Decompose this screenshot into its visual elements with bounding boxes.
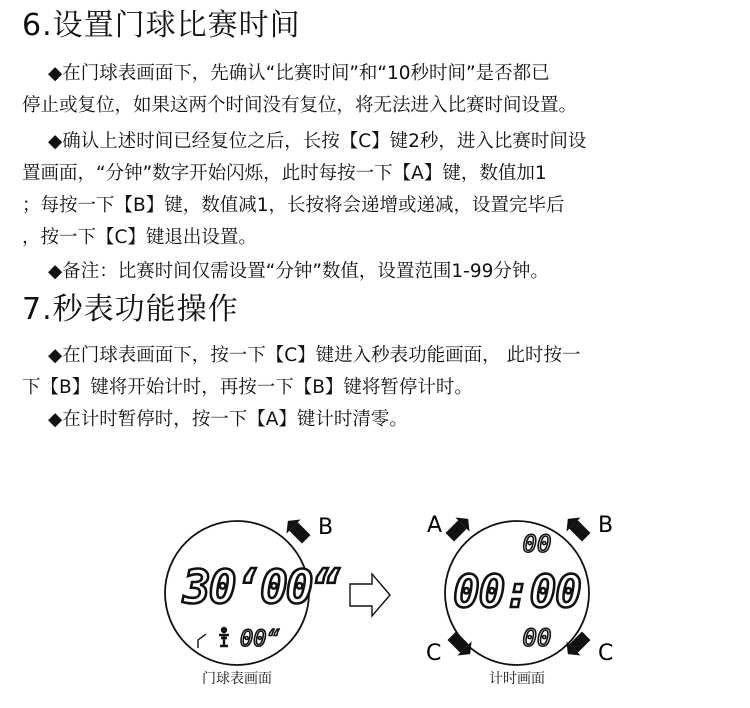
button-c-right-label: C xyxy=(598,641,614,666)
section-6-line: ◆确认上述时间已经复位之后，长按【C】键2秒，进入比赛时间设 xyxy=(48,131,587,152)
watch-diagram xyxy=(0,480,750,708)
section-7-line: 下【B】键将开始计时，再按一下【B】键将暂停计时。 xyxy=(22,377,473,398)
stopwatch-bottom-display: 00 xyxy=(522,624,552,652)
section-7-line: ◆在计时暂停时，按一下【A】键计时清零。 xyxy=(48,409,408,430)
corner-mark-icon xyxy=(198,634,206,648)
player-icon xyxy=(219,627,229,646)
section-6-line: ◆在门球表画面下，先确认“比赛时间”和“10秒时间”是否都已 xyxy=(48,63,550,84)
section-6-line: ；每按一下【B】键，数值减1，长按将会递增或递减，设置完毕后 xyxy=(22,195,565,216)
button-c-left-icon xyxy=(445,629,478,662)
button-a-icon xyxy=(443,512,476,545)
section-6-line: ◆备注：比赛时间仅需设置“分钟”数值，设置范围1-99分钟。 xyxy=(48,261,549,282)
stopwatch-main-display: 00:00 xyxy=(453,567,581,618)
section-6-line: ，按一下【C】键退出设置。 xyxy=(22,227,257,248)
button-a-label: A xyxy=(427,513,443,538)
gateball-screen-caption: 门球表画面 xyxy=(202,671,272,687)
section-6-line: 置画面，“分钟”数字开始闪烁，此时每按一下【A】键，数值加1 xyxy=(22,163,547,184)
button-b-label: B xyxy=(598,513,614,538)
stopwatch-screen-caption: 计时画面 xyxy=(489,671,545,687)
gateball-watch-face xyxy=(165,514,340,687)
section-6-heading: 6.设置门球比赛时间 xyxy=(22,8,301,43)
button-b-label: B xyxy=(318,515,334,540)
ten-second-display: 00“ xyxy=(240,627,280,652)
section-7-line: ◆在门球表画面下，按一下【C】键进入秒表功能画面， 此时按一 xyxy=(48,345,581,366)
section-7-heading: 7.秒表功能操作 xyxy=(22,292,239,327)
button-b-icon xyxy=(281,514,314,547)
stopwatch-top-display: 00 xyxy=(522,530,552,558)
section-6-line: 停止或复位，如果这两个时间没有复位，将无法进入比赛时间设置。 xyxy=(22,95,578,116)
game-time-display: 30‘00“ xyxy=(183,560,338,614)
stopwatch-face xyxy=(426,512,613,687)
button-c-left-label: C xyxy=(426,641,442,666)
right-arrow-icon xyxy=(350,574,390,616)
